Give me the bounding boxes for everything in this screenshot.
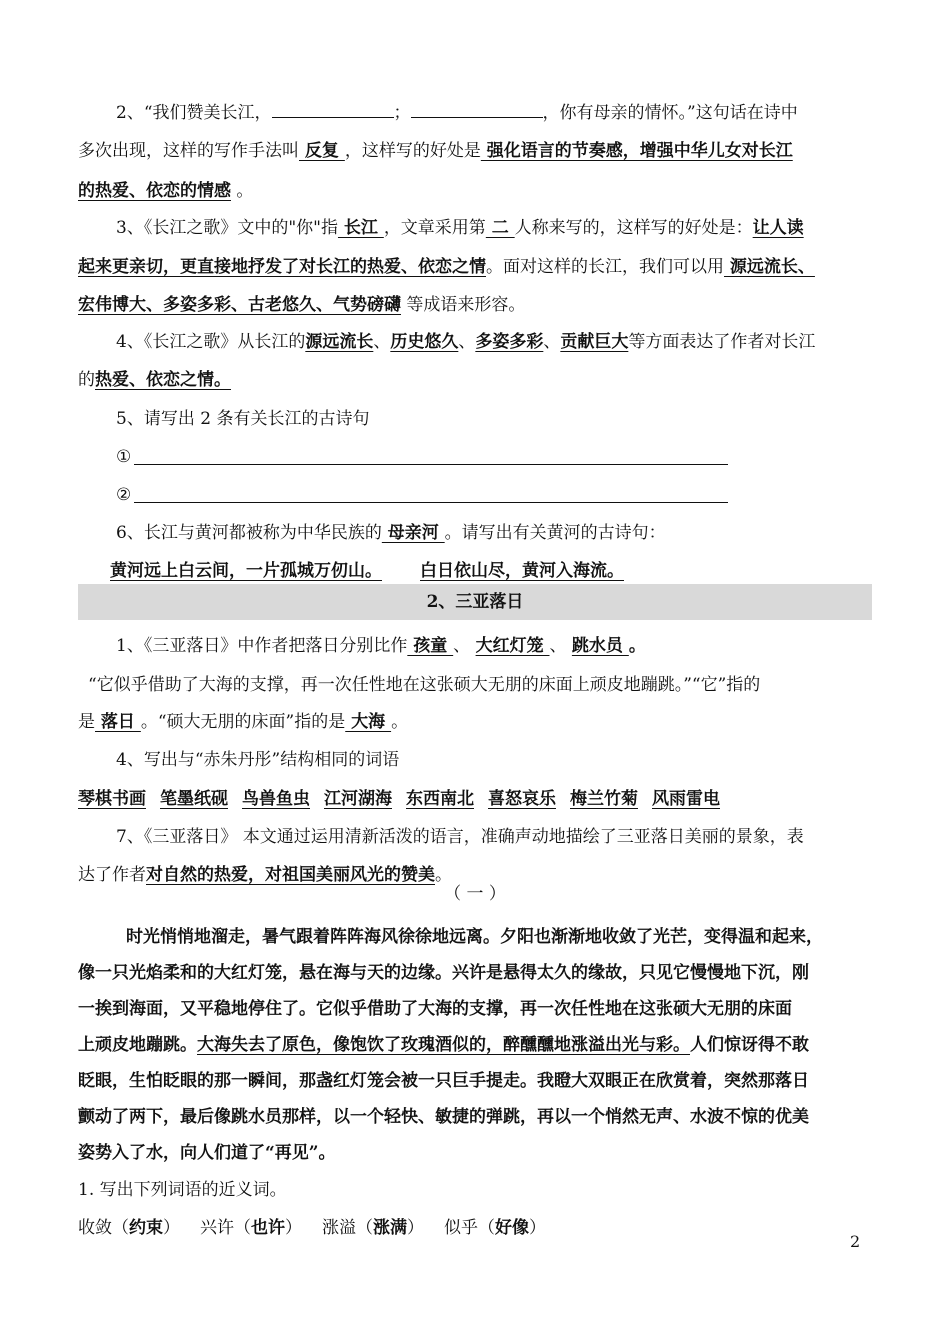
- q6-line-1: [116, 522, 876, 544]
- q3-line-2: [78, 256, 878, 278]
- page-number: 2: [850, 1232, 861, 1251]
- q5-marker-2: ②: [116, 485, 132, 505]
- q3-text: 。面对这样的长江，我们可以用: [486, 257, 724, 277]
- answer: 对自然的热爱，对祖国美丽风光的赞美: [146, 865, 435, 885]
- passage-line: 姿势入了水，向人们道了“再见”。: [78, 1143, 336, 1163]
- word-answer: 鸟兽鱼虫: [242, 789, 310, 809]
- q2-text: 。: [231, 181, 254, 201]
- answer-line-1[interactable]: [134, 464, 728, 465]
- s4-words: [78, 788, 878, 810]
- s1-text: 1、《三亚落日》中作者把落日分别比作: [116, 636, 408, 656]
- syn-word: 涨溢: [322, 1218, 356, 1238]
- syn-answer: 涨满: [373, 1218, 407, 1238]
- q3-text: 等成语来形容。: [401, 295, 526, 315]
- syn-answer: 约束: [129, 1218, 163, 1238]
- answer: 母亲河: [381, 523, 445, 543]
- word-answer: 笔墨纸砚: [160, 789, 228, 809]
- blank-field[interactable]: [411, 101, 543, 118]
- s2-line-1: “它似乎借助了大海的支撑，再一次任性地在这张硕大无朋的床面上顽皮地蹦跳。”“它”指的: [88, 675, 761, 695]
- answer: 大红灯笼: [475, 636, 550, 656]
- s4-prompt: 4、写出与“赤朱丹彤”结构相同的词语: [116, 750, 400, 770]
- word-answer: 琴棋书画: [78, 789, 146, 809]
- q4-line-1: [116, 331, 876, 353]
- passage-line: 一挨到海面，又平稳地停住了。它似乎借助了大海的支撑，再一次任性地在这张硕大无朋的床面: [78, 999, 792, 1019]
- q4-text: 4、《长江之歌》从长江的: [116, 332, 306, 352]
- s2-text: 是: [78, 712, 95, 732]
- s1-line: [116, 635, 876, 657]
- answer: 反复: [299, 141, 345, 161]
- word-answer: 风雨雷电: [652, 789, 720, 809]
- q3-text: 人称来写的，这样写的好处是：: [514, 218, 753, 238]
- q3-text: ，文章采用第: [383, 218, 486, 238]
- answer: 热爱、依恋之情。: [95, 370, 231, 390]
- q6-text: 。请写出有关黄河的古诗句：: [444, 523, 666, 543]
- syn-answer: 也许: [251, 1218, 285, 1238]
- word-answer: 江河湖海: [324, 789, 392, 809]
- syn-title: 1. 写出下列词语的近义词。: [78, 1180, 287, 1200]
- q4-line-2: [78, 369, 878, 391]
- syn-word: 兴许: [200, 1218, 234, 1238]
- q4-text: 等方面表达了作者对长江: [628, 332, 816, 352]
- section-title: 2、三亚落日: [78, 584, 872, 620]
- s2-text: 。: [391, 712, 409, 732]
- passage-line: 时光悄悄地溜走，暑气跟着阵阵海风徐徐地远离。夕阳也渐渐地收敛了光芒，变得温和起来，: [126, 927, 823, 947]
- answer-line-2[interactable]: [134, 502, 728, 503]
- s2-line-2: [78, 711, 878, 733]
- answer: 的热爱、依恋的情感: [78, 181, 231, 201]
- q3-line-3: [78, 294, 878, 316]
- passage-heading: （ 一 ）: [444, 884, 506, 904]
- passage-text: 人们惊讶得不敢: [690, 1035, 809, 1055]
- answer: 二: [485, 218, 515, 238]
- answer: 多姿多彩: [475, 332, 544, 352]
- q2-line-3: [78, 180, 878, 202]
- q3-text: 3、《长江之歌》文中的"你"指: [116, 218, 338, 238]
- q5-prompt: 5、请写出 2 条有关长江的古诗句: [116, 409, 370, 429]
- blank-field[interactable]: [272, 101, 394, 118]
- answer: 源远流长: [305, 332, 374, 352]
- q3-line-1: [116, 217, 876, 239]
- answer: 贡献巨大: [560, 332, 629, 352]
- word-answer: 喜怒哀乐: [488, 789, 556, 809]
- syn-items: 收敛（约束） 兴许（也许） 涨溢（涨满） 似乎（好像）: [78, 1218, 546, 1238]
- word-answer: 梅兰竹菊: [570, 789, 638, 809]
- s2-text: 。“硕大无朋的床面”指的是: [140, 712, 346, 732]
- q2-text: ；: [393, 103, 411, 123]
- q6-poems: [110, 560, 910, 582]
- q2-text: 多次出现，这样的写作手法叫: [78, 141, 299, 161]
- syn-word: 收敛: [78, 1218, 112, 1238]
- syn-answer: 好像: [495, 1218, 529, 1238]
- s7-text: 。: [435, 865, 452, 885]
- answer: 起来更亲切，更直接地抒发了对长江的热爱、依恋之情: [78, 257, 486, 277]
- separator: 、: [373, 332, 391, 352]
- q2-line-2: [78, 140, 878, 162]
- answer: 孩童: [407, 636, 454, 656]
- separator: 、: [549, 636, 572, 656]
- passage-line: [78, 1034, 878, 1056]
- answer: 跳水员: [571, 636, 629, 656]
- q6-text: 6、长江与黄河都被称为中华民族的: [116, 523, 382, 543]
- answer: 强化语言的节奏感，增强中华儿女对长江: [480, 141, 793, 161]
- answer: 历史悠久: [390, 332, 459, 352]
- s7-text: 达了作者: [78, 865, 146, 885]
- answer: 源远流长、: [724, 257, 815, 277]
- passage-line: 颤动了两下，最后像跳水员那样，以一个轻快、敏捷的弹跳，再以一个悄然无声、水波不惊的优美: [78, 1107, 809, 1127]
- answer: 宏伟博大、多姿多彩、古老悠久、气势磅礴: [78, 295, 401, 315]
- answer: 让人读: [752, 218, 804, 238]
- passage-line: 像一只光焰柔和的大红灯笼，悬在海与天的边缘。兴许是悬得太久的缘故，只见它慢慢地下沉，刚: [78, 963, 809, 983]
- s1-text: 。: [628, 636, 646, 656]
- answer: 落日: [95, 712, 141, 732]
- passage-text: 上顽皮地蹦跳。: [78, 1035, 197, 1055]
- answer: 大海: [345, 712, 392, 732]
- separator: 、: [453, 636, 476, 656]
- passage-line: 眨眼，生怕眨眼的那一瞬间，那盏红灯笼会被一只巨手提走。我瞪大双眼正在欣赏着，突然那落日: [78, 1071, 809, 1091]
- underlined-sentence: 大海失去了原色，像饱饮了玫瑰酒似的，醉醺醺地涨溢出光与彩。: [197, 1035, 690, 1055]
- q5-marker-1: ①: [116, 447, 132, 467]
- q2-line-1: [116, 101, 876, 124]
- q2-text: ，你有母亲的情怀。”这句话在诗中: [542, 103, 798, 123]
- q4-text: 的: [78, 370, 95, 390]
- syn-word: 似乎: [444, 1218, 478, 1238]
- q2-text: 2、“我们赞美长江，: [116, 103, 272, 123]
- q2-text: ，这样写的好处是: [344, 141, 481, 161]
- answer: 长江: [337, 218, 384, 238]
- separator: 、: [458, 332, 476, 352]
- word-answer: 东西南北: [406, 789, 474, 809]
- s7-line-1: 7、《三亚落日》 本文通过运用清新活泼的语言，准确声动地描绘了三亚落日美丽的景象，表: [116, 827, 804, 847]
- separator: 、: [543, 332, 561, 352]
- poem-answer: 黄河远上白云间，一片孤城万仞山。: [110, 561, 382, 581]
- poem-answer: 白日依山尽，黄河入海流。: [420, 561, 624, 581]
